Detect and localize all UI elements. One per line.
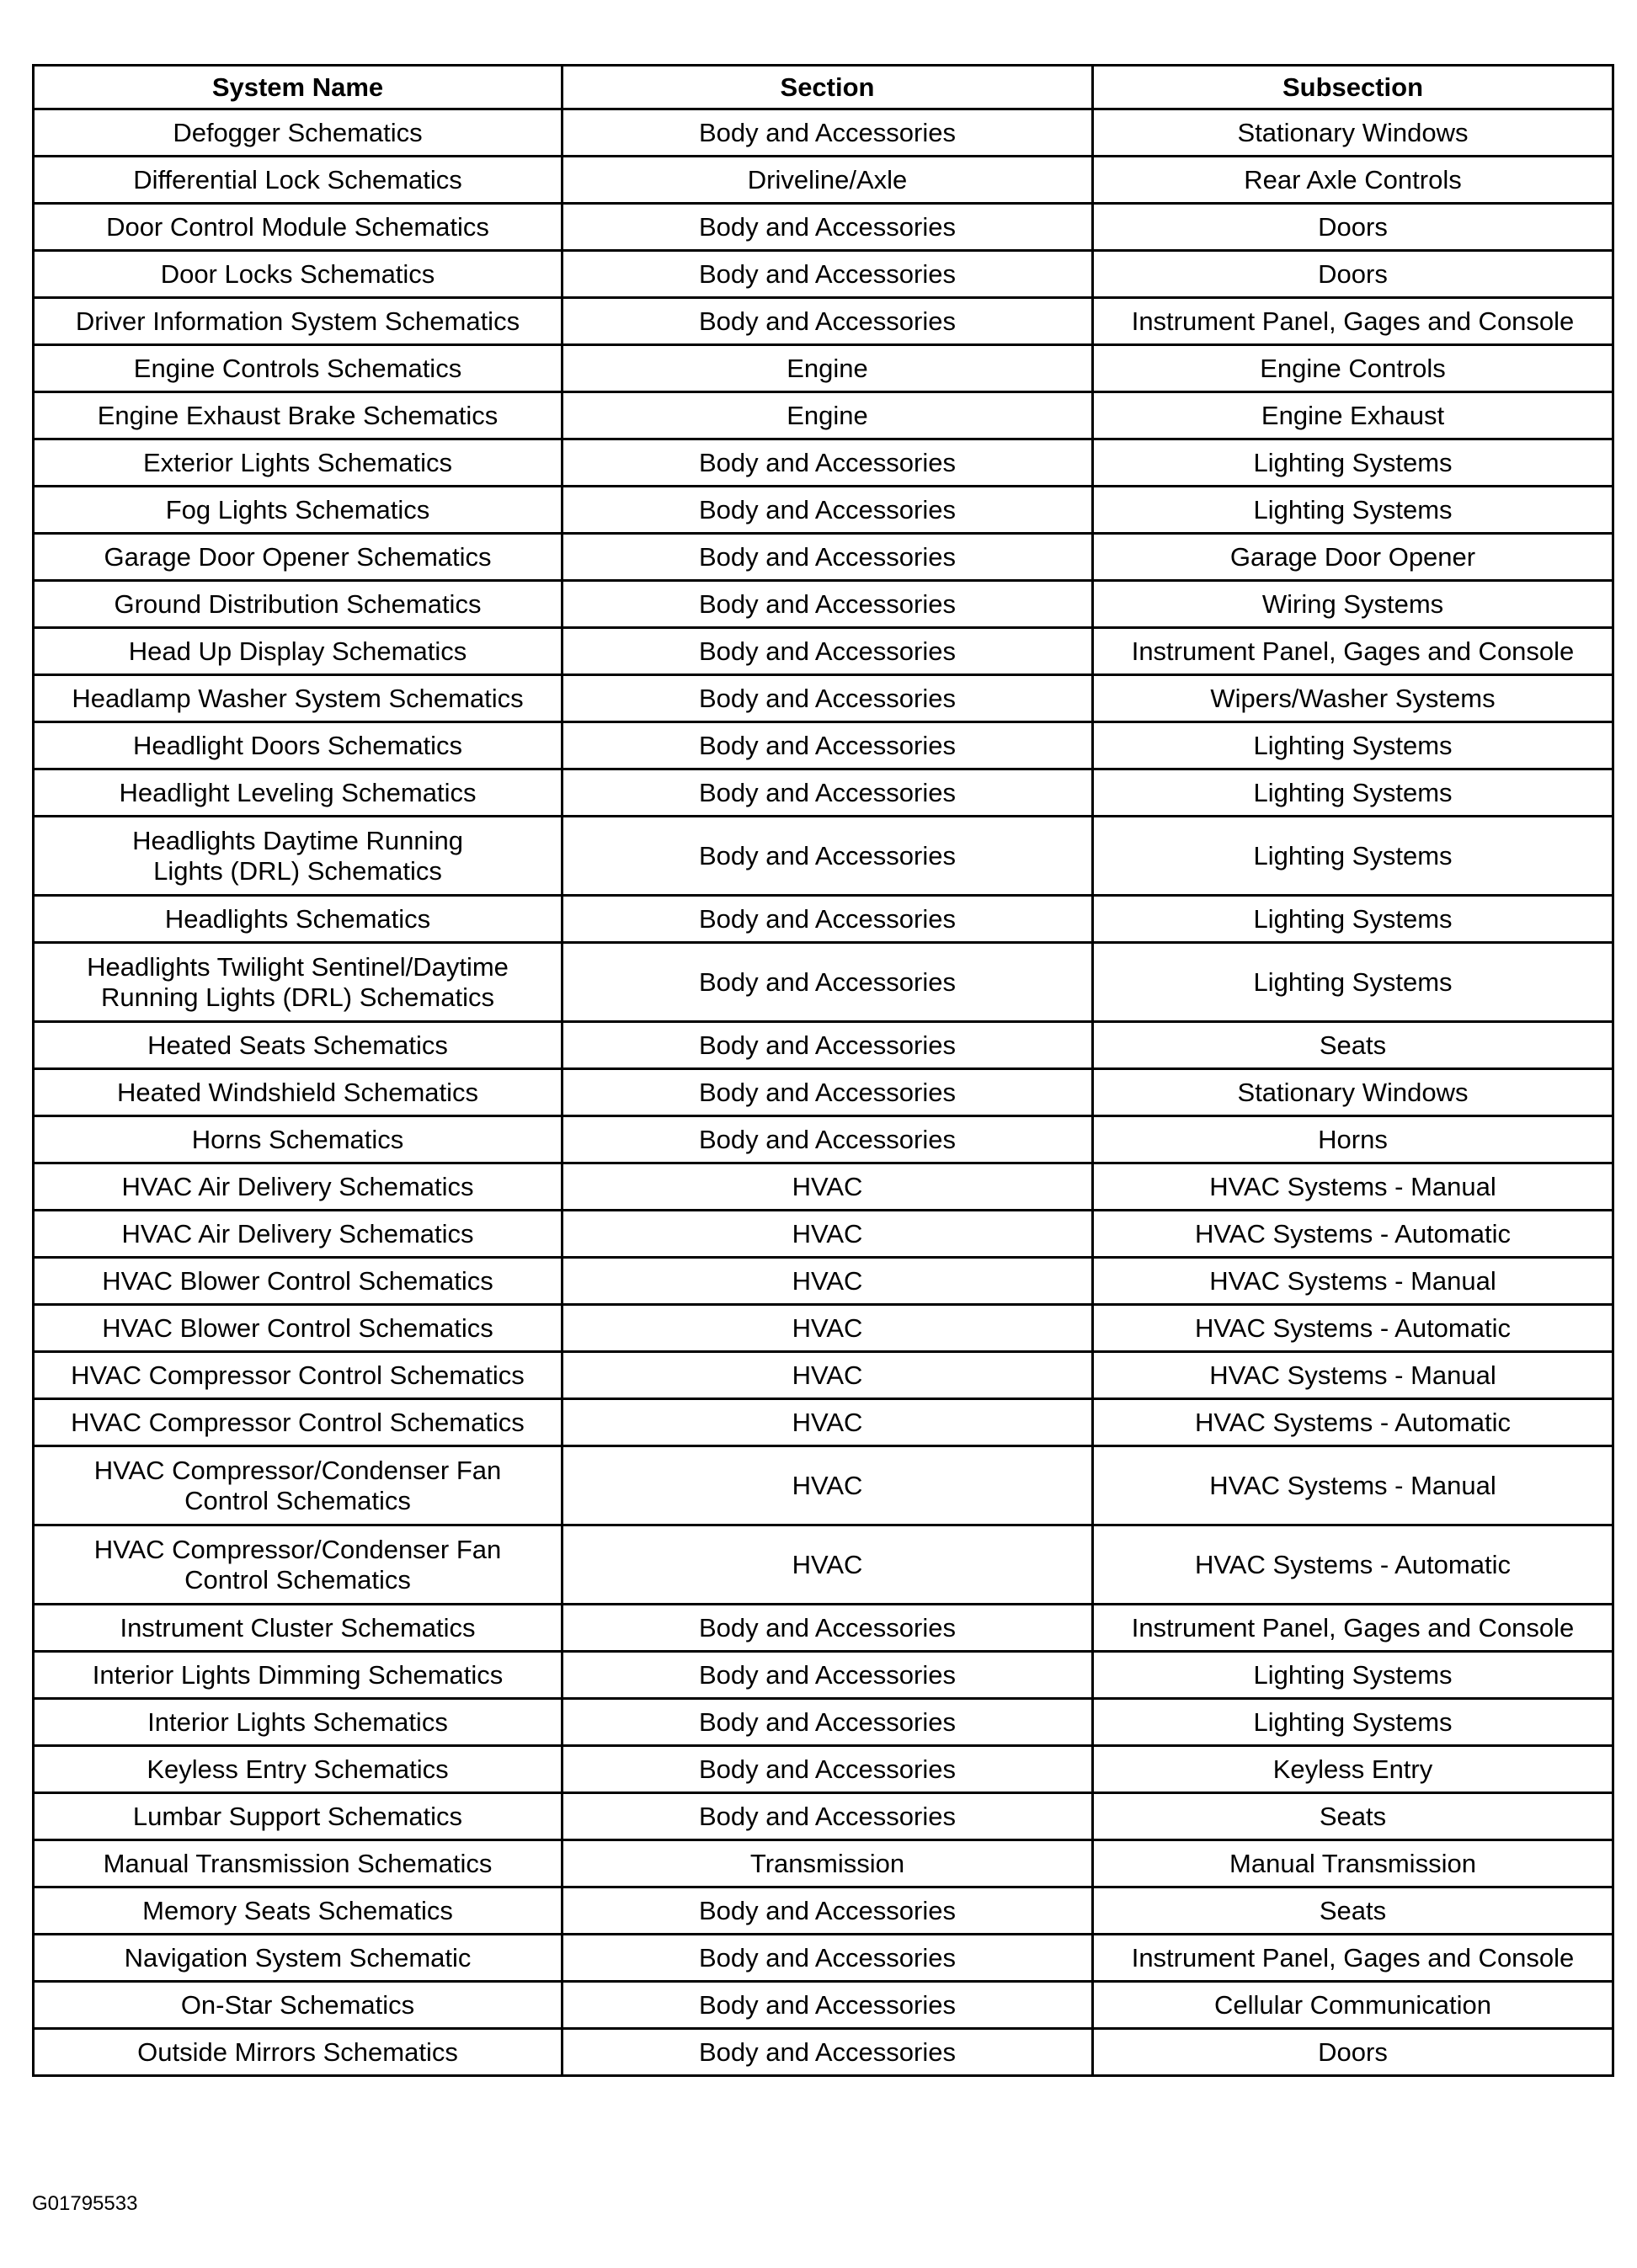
table-row <box>34 392 1613 439</box>
system-name-cell: Instrument Cluster Schematics <box>34 1605 563 1652</box>
subsection-cell: HVAC Systems - Manual <box>1093 1446 1613 1525</box>
table-row <box>34 1399 1613 1446</box>
system-name-cell: HVAC Compressor Control Schematics <box>34 1399 563 1446</box>
column-header-section: Section <box>563 66 1093 109</box>
section-cell: Body and Accessories <box>563 534 1093 581</box>
subsection-cell: Doors <box>1093 251 1613 298</box>
system-name-cell: Headlamp Washer System Schematics <box>34 675 563 722</box>
section-cell: HVAC <box>563 1163 1093 1211</box>
table-row <box>34 1069 1613 1116</box>
table-row <box>34 251 1613 298</box>
system-name-cell: Headlights Twilight Sentinel/Daytime Running Lights (DRL) Schematics <box>34 943 563 1022</box>
table-row <box>34 817 1613 896</box>
subsection-cell: HVAC Systems - Automatic <box>1093 1305 1613 1352</box>
subsection-cell: Doors <box>1093 204 1613 251</box>
system-name-cell: Heated Windshield Schematics <box>34 1069 563 1116</box>
section-cell: Driveline/Axle <box>563 157 1093 204</box>
section-cell: Body and Accessories <box>563 1935 1093 1982</box>
subsection-cell: Lighting Systems <box>1093 817 1613 896</box>
column-header-system-name: System Name <box>34 66 563 109</box>
table-row <box>34 109 1613 157</box>
system-name-cell: Headlights Schematics <box>34 896 563 943</box>
system-name-cell: Manual Transmission Schematics <box>34 1840 563 1887</box>
system-name-cell: Engine Exhaust Brake Schematics <box>34 392 563 439</box>
table-body <box>34 109 1613 2076</box>
system-name-cell: Heated Seats Schematics <box>34 1022 563 1069</box>
subsection-cell: Wiring Systems <box>1093 581 1613 628</box>
system-name-cell: Exterior Lights Schematics <box>34 439 563 487</box>
header-row <box>34 66 1613 109</box>
system-name-cell: HVAC Air Delivery Schematics <box>34 1163 563 1211</box>
subsection-cell: Instrument Panel, Gages and Console <box>1093 628 1613 675</box>
table-row <box>34 675 1613 722</box>
table-row <box>34 1982 1613 2029</box>
system-name-cell: HVAC Compressor/Condenser Fan Control Schematics <box>34 1446 563 1525</box>
table-row <box>34 581 1613 628</box>
table-row <box>34 1840 1613 1887</box>
system-name-cell: HVAC Air Delivery Schematics <box>34 1211 563 1258</box>
system-name-cell: Interior Lights Schematics <box>34 1699 563 1746</box>
subsection-cell: HVAC Systems - Manual <box>1093 1163 1613 1211</box>
section-cell: Body and Accessories <box>563 109 1093 157</box>
subsection-cell: Instrument Panel, Gages and Console <box>1093 298 1613 345</box>
subsection-cell: Wipers/Washer Systems <box>1093 675 1613 722</box>
table-row <box>34 1525 1613 1605</box>
table-row <box>34 1352 1613 1399</box>
section-cell: HVAC <box>563 1305 1093 1352</box>
subsection-cell: Garage Door Opener <box>1093 534 1613 581</box>
subsection-cell: HVAC Systems - Automatic <box>1093 1211 1613 1258</box>
subsection-cell: Seats <box>1093 1887 1613 1935</box>
subsection-cell: Doors <box>1093 2029 1613 2076</box>
system-name-cell: Memory Seats Schematics <box>34 1887 563 1935</box>
table-row <box>34 1022 1613 1069</box>
system-name-cell: Driver Information System Schematics <box>34 298 563 345</box>
section-cell: Body and Accessories <box>563 1069 1093 1116</box>
system-name-cell: HVAC Compressor Control Schematics <box>34 1352 563 1399</box>
subsection-cell: Stationary Windows <box>1093 109 1613 157</box>
section-cell: Body and Accessories <box>563 769 1093 817</box>
system-name-cell: Horns Schematics <box>34 1116 563 1163</box>
subsection-cell: HVAC Systems - Automatic <box>1093 1399 1613 1446</box>
section-cell: HVAC <box>563 1446 1093 1525</box>
section-cell: Engine <box>563 345 1093 392</box>
section-cell: Body and Accessories <box>563 1022 1093 1069</box>
table-row <box>34 722 1613 769</box>
table-row <box>34 1746 1613 1793</box>
section-cell: Body and Accessories <box>563 204 1093 251</box>
section-cell: Body and Accessories <box>563 581 1093 628</box>
section-cell: Body and Accessories <box>563 487 1093 534</box>
system-name-cell: Interior Lights Dimming Schematics <box>34 1652 563 1699</box>
table-row <box>34 2029 1613 2076</box>
table-row <box>34 1699 1613 1746</box>
table-row <box>34 1605 1613 1652</box>
section-cell: Body and Accessories <box>563 2029 1093 2076</box>
subsection-cell: Seats <box>1093 1793 1613 1840</box>
section-cell: Body and Accessories <box>563 1746 1093 1793</box>
section-cell: Body and Accessories <box>563 1652 1093 1699</box>
section-cell: Body and Accessories <box>563 1116 1093 1163</box>
section-cell: Body and Accessories <box>563 251 1093 298</box>
system-name-cell: HVAC Blower Control Schematics <box>34 1305 563 1352</box>
section-cell: Body and Accessories <box>563 628 1093 675</box>
subsection-cell: Instrument Panel, Gages and Console <box>1093 1935 1613 1982</box>
subsection-cell: Instrument Panel, Gages and Console <box>1093 1605 1613 1652</box>
subsection-cell: Rear Axle Controls <box>1093 157 1613 204</box>
section-cell: HVAC <box>563 1258 1093 1305</box>
schematics-table <box>32 64 1614 2077</box>
table-row <box>34 345 1613 392</box>
table-row <box>34 439 1613 487</box>
table-row <box>34 943 1613 1022</box>
table-row <box>34 1116 1613 1163</box>
system-name-cell: Head Up Display Schematics <box>34 628 563 675</box>
section-cell: Body and Accessories <box>563 1793 1093 1840</box>
system-name-cell: Lumbar Support Schematics <box>34 1793 563 1840</box>
table-row <box>34 1305 1613 1352</box>
system-name-cell: Engine Controls Schematics <box>34 345 563 392</box>
subsection-cell: Lighting Systems <box>1093 896 1613 943</box>
section-cell: Body and Accessories <box>563 298 1093 345</box>
system-name-cell: Defogger Schematics <box>34 109 563 157</box>
subsection-cell: Seats <box>1093 1022 1613 1069</box>
table-row <box>34 157 1613 204</box>
subsection-cell: Stationary Windows <box>1093 1069 1613 1116</box>
table-row <box>34 298 1613 345</box>
subsection-cell: Lighting Systems <box>1093 943 1613 1022</box>
section-cell: Body and Accessories <box>563 439 1093 487</box>
subsection-cell: HVAC Systems - Manual <box>1093 1258 1613 1305</box>
table-row <box>34 628 1613 675</box>
section-cell: HVAC <box>563 1399 1093 1446</box>
system-name-cell: Fog Lights Schematics <box>34 487 563 534</box>
table-row <box>34 1163 1613 1211</box>
table-row <box>34 1652 1613 1699</box>
subsection-cell: Lighting Systems <box>1093 1699 1613 1746</box>
section-cell: Body and Accessories <box>563 722 1093 769</box>
section-cell: Transmission <box>563 1840 1093 1887</box>
table-row <box>34 896 1613 943</box>
subsection-cell: Keyless Entry <box>1093 1746 1613 1793</box>
table-row <box>34 1258 1613 1305</box>
table-row <box>34 769 1613 817</box>
section-cell: HVAC <box>563 1211 1093 1258</box>
subsection-cell: HVAC Systems - Manual <box>1093 1352 1613 1399</box>
table-row <box>34 487 1613 534</box>
table-row <box>34 1446 1613 1525</box>
table-row <box>34 1935 1613 1982</box>
system-name-cell: Door Control Module Schematics <box>34 204 563 251</box>
subsection-cell: Cellular Communication <box>1093 1982 1613 2029</box>
subsection-cell: Lighting Systems <box>1093 1652 1613 1699</box>
system-name-cell: Ground Distribution Schematics <box>34 581 563 628</box>
system-name-cell: Headlights Daytime Running Lights (DRL) Schematics <box>34 817 563 896</box>
system-name-cell: Outside Mirrors Schematics <box>34 2029 563 2076</box>
section-cell: HVAC <box>563 1525 1093 1605</box>
system-name-cell: Navigation System Schematic <box>34 1935 563 1982</box>
system-name-cell: On-Star Schematics <box>34 1982 563 2029</box>
section-cell: HVAC <box>563 1352 1093 1399</box>
subsection-cell: Lighting Systems <box>1093 439 1613 487</box>
section-cell: Body and Accessories <box>563 675 1093 722</box>
system-name-cell: Door Locks Schematics <box>34 251 563 298</box>
system-name-cell: HVAC Compressor/Condenser Fan Control Schematics <box>34 1525 563 1605</box>
subsection-cell: Engine Controls <box>1093 345 1613 392</box>
subsection-cell: Lighting Systems <box>1093 722 1613 769</box>
section-cell: Body and Accessories <box>563 1699 1093 1746</box>
section-cell: Engine <box>563 392 1093 439</box>
table-row <box>34 534 1613 581</box>
table-row <box>34 204 1613 251</box>
section-cell: Body and Accessories <box>563 943 1093 1022</box>
table-row <box>34 1887 1613 1935</box>
table-row <box>34 1793 1613 1840</box>
section-cell: Body and Accessories <box>563 896 1093 943</box>
figure-id: G01795533 <box>32 2192 138 2215</box>
subsection-cell: Manual Transmission <box>1093 1840 1613 1887</box>
column-header-subsection: Subsection <box>1093 66 1613 109</box>
subsection-cell: Engine Exhaust <box>1093 392 1613 439</box>
system-name-cell: Headlight Leveling Schematics <box>34 769 563 817</box>
system-name-cell: Keyless Entry Schematics <box>34 1746 563 1793</box>
system-name-cell: Headlight Doors Schematics <box>34 722 563 769</box>
section-cell: Body and Accessories <box>563 1887 1093 1935</box>
subsection-cell: Lighting Systems <box>1093 769 1613 817</box>
system-name-cell: HVAC Blower Control Schematics <box>34 1258 563 1305</box>
system-name-cell: Differential Lock Schematics <box>34 157 563 204</box>
subsection-cell: HVAC Systems - Automatic <box>1093 1525 1613 1605</box>
table-row <box>34 1211 1613 1258</box>
section-cell: Body and Accessories <box>563 817 1093 896</box>
section-cell: Body and Accessories <box>563 1605 1093 1652</box>
subsection-cell: Lighting Systems <box>1093 487 1613 534</box>
system-name-cell: Garage Door Opener Schematics <box>34 534 563 581</box>
section-cell: Body and Accessories <box>563 1982 1093 2029</box>
subsection-cell: Horns <box>1093 1116 1613 1163</box>
